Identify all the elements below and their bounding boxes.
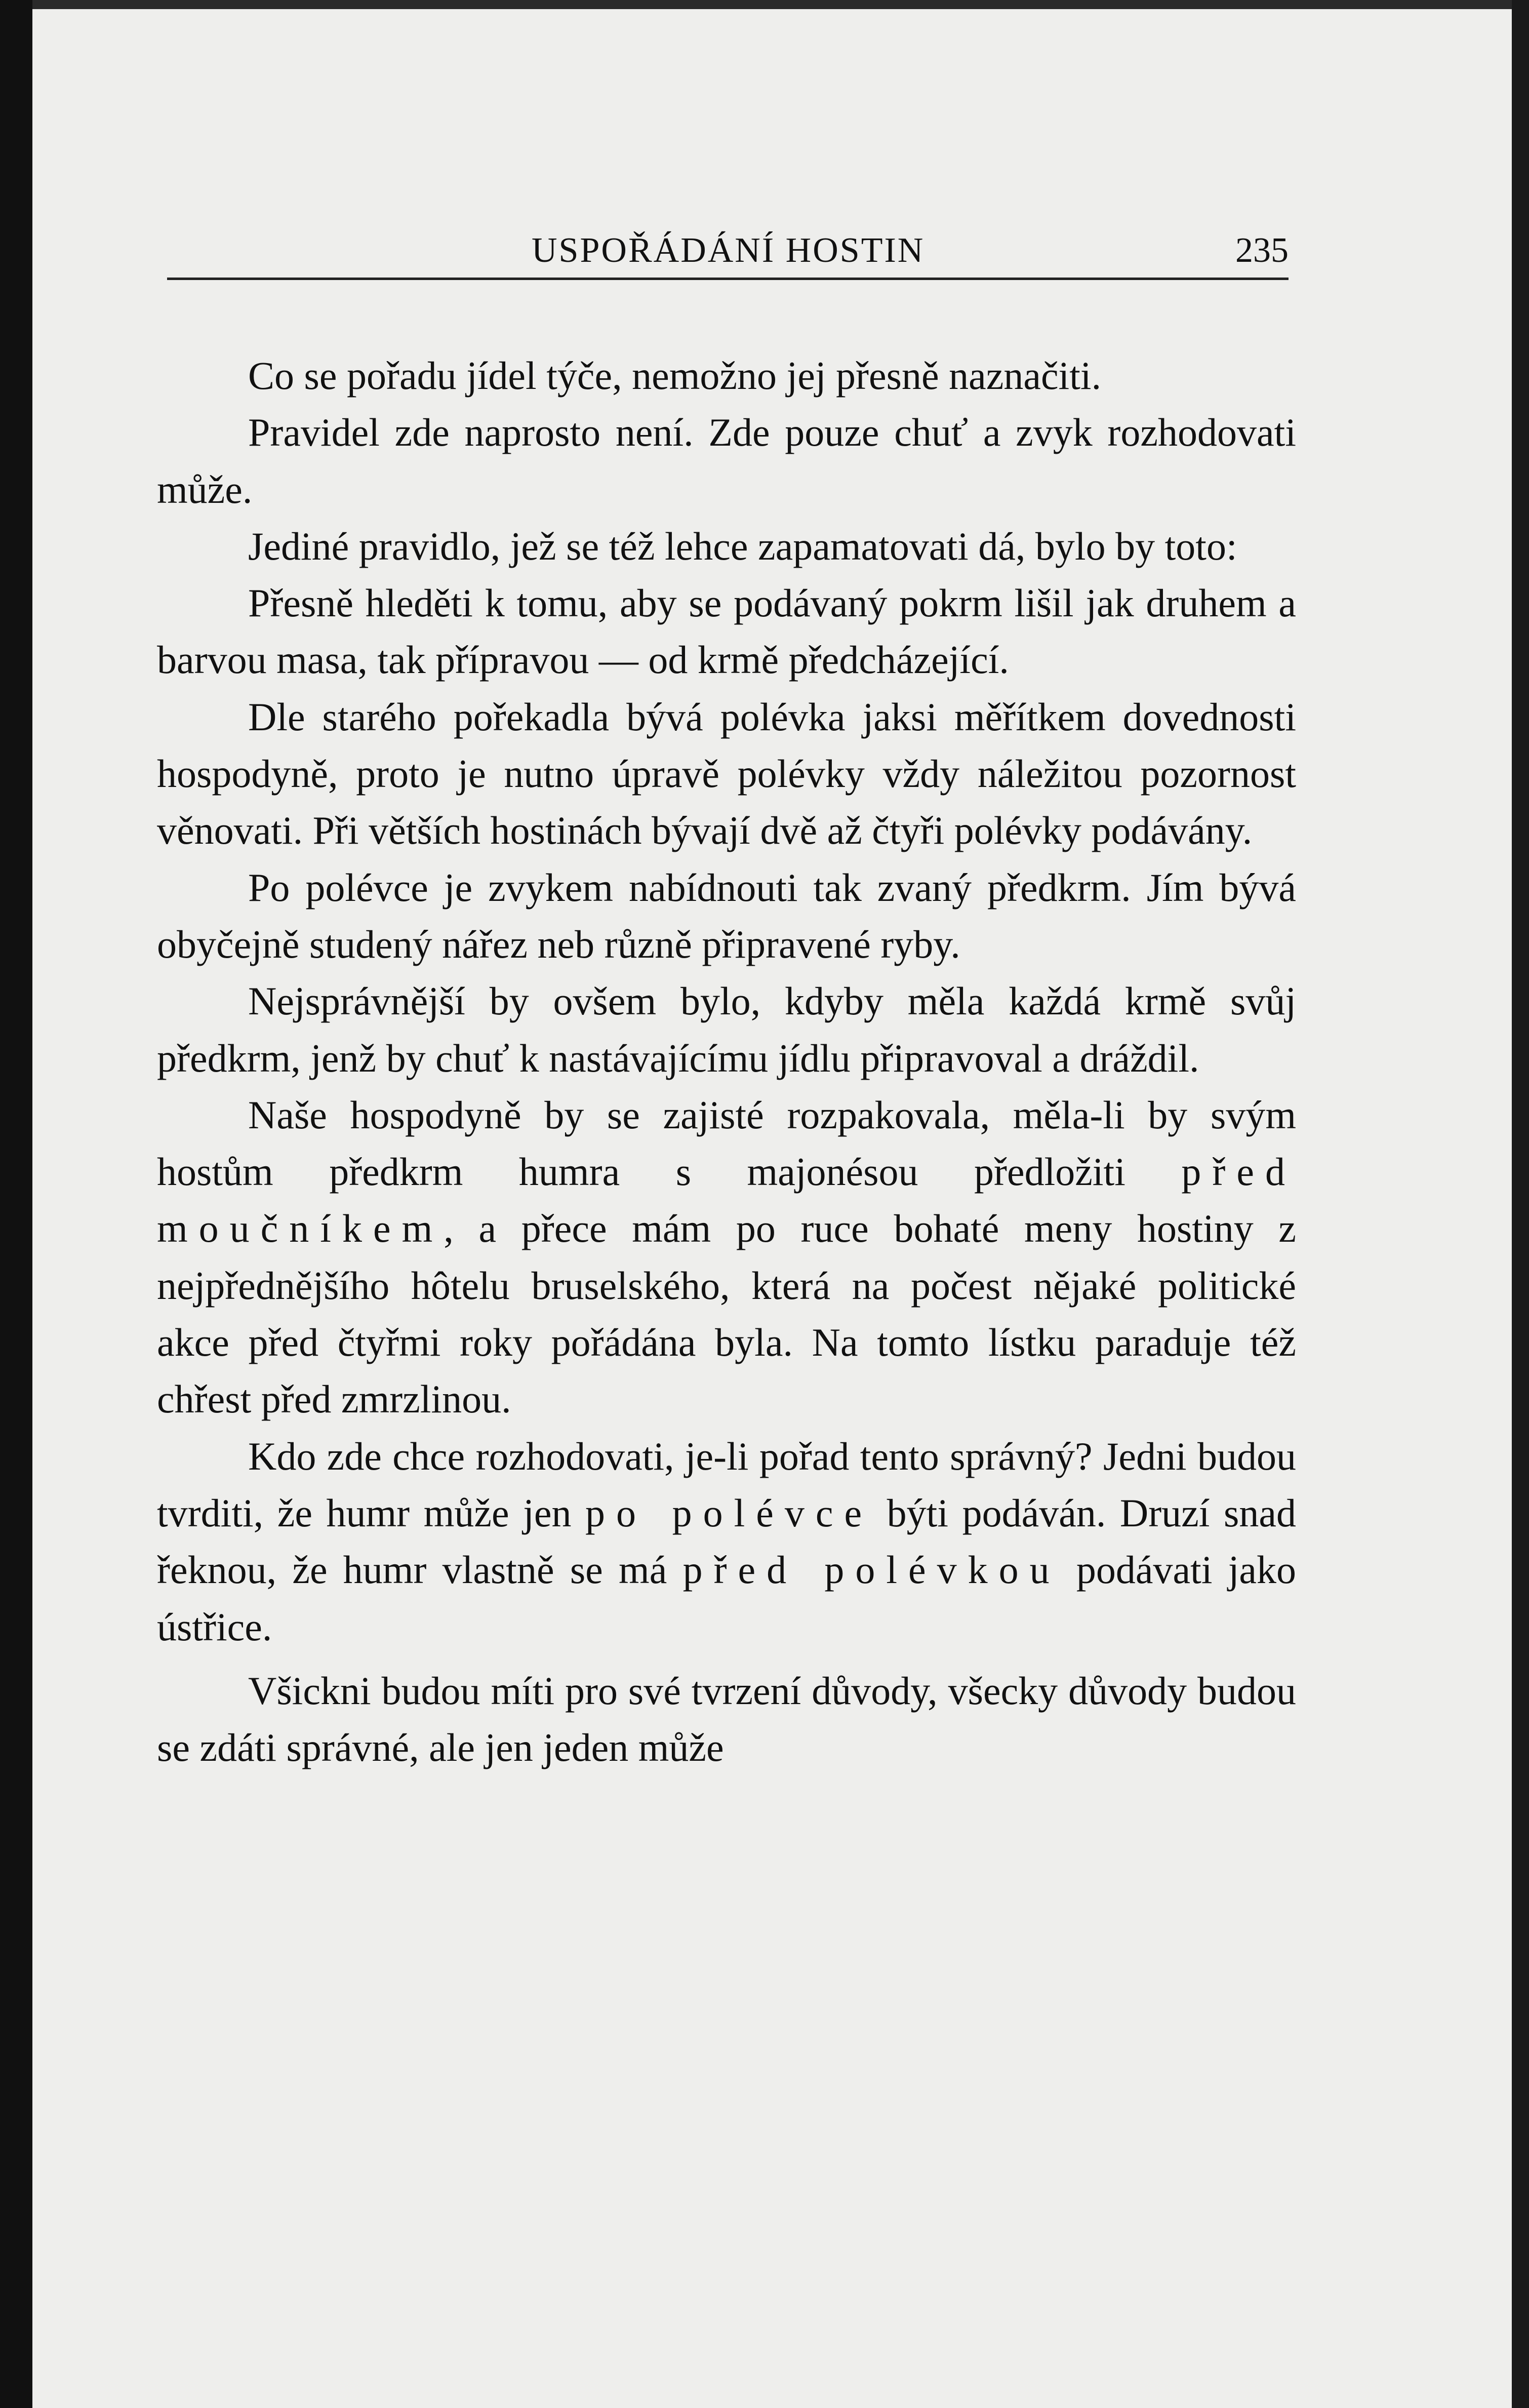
paragraph-5: Dle starého pořekadla bývá polévka jaksi měřítkem dovednosti hospodyně, proto je nutno úpravě polévky vždy náležitou pozornost věnovati. Při větších hostinách bývají dvě až čtyři polévky podávány. [157,694,1296,853]
paragraph-7: Nejsprávnější by ovšem bylo, kdyby měla každá krmě svůj předkrm, jenž by chuť k nastávajícímu jídlu připravoval a dráždil. [157,979,1296,1080]
page-number: 235 [1235,231,1289,270]
header-rule [167,278,1289,280]
body-text [157,347,1296,1776]
scan-border-top [0,0,1529,9]
paragraph-8-start: Naše hospodyně by se zajisté rozpakovala, měla-li by svým hostům předkrm humra s majonésou předložiti [157,1092,1296,1194]
chapter-title: USPOŘÁDÁNÍ HOSTIN [532,231,925,270]
paragraph-10: Všickni budou míti pro své tvrzení důvody, všecky důvody budou se zdáti správné, ale jen jeden může [157,1668,1296,1770]
spaced-emphasis: před moučníkem [157,1150,1296,1251]
paragraph-9 [157,1428,1296,1655]
paragraph-9-middle: býti podáván. Druzí snad řeknou, že humr vlastně se má [157,1490,1297,1592]
spaced-emphasis: po polévce [585,1490,873,1535]
paragraph-8-end: , a přece mám po ruce bohaté meny hostiny z nejpřednějšího hôtelu bruselského, která na počest nějaké politické akce před čtyřmi roky pořádána byla. Na tomto lístku paraduje též chřest před zmrzlinou. [157,1206,1296,1422]
paragraph-9-end: podávati jako ústřice. [157,1548,1297,1649]
paragraph-2: Pravidel zde naprosto není. Zde pouze chuť a zvyk rozhodovati může. [157,410,1296,511]
paragraph-6: Po polévce je zvykem nabídnouti tak zvaný předkrm. Jím bývá obyčejně studený nářez neb různě připravené ryby. [157,865,1296,966]
running-head [167,230,1289,271]
paragraph-3: Jediné pravidlo, jež se též lehce zapamatovati dá, bylo by toto: [248,524,1237,568]
paragraph-8 [157,1087,1296,1428]
paragraph-9-start: Kdo zde chce rozhodovati, je-li pořad tento správný? Jedni budou tvrditi, že humr může jen [157,1434,1296,1535]
paragraph-1: Co se pořadu jídel týče, nemožno jej přesně naznačiti. [248,353,1102,398]
scan-border-right [1512,0,1529,2408]
paragraph-4: Přesně hleděti k tomu, aby se podávaný pokrm lišil jak druhem a barvou masa, tak přípravou — od krmě předcházející. [157,581,1296,682]
spaced-emphasis: před polévkou [682,1548,1061,1592]
scan-border-left [0,0,32,2408]
